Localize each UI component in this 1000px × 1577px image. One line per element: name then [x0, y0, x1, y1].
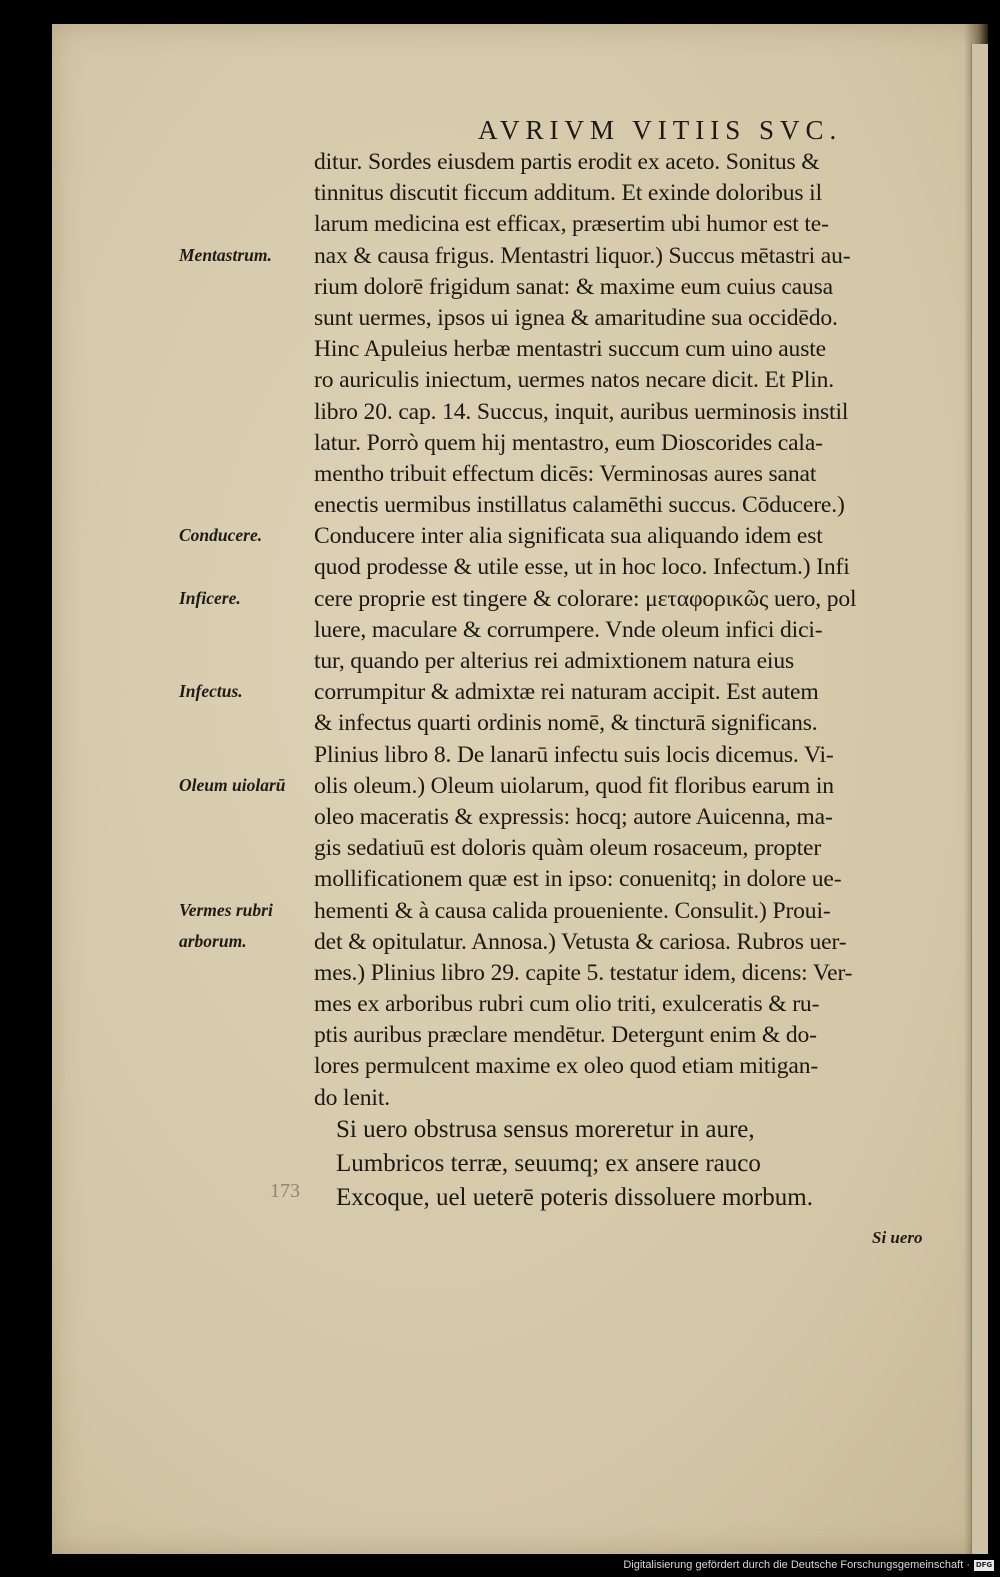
body-line: rium dolorē frigidum sanat: & maxime eum cuius causa [314, 273, 833, 300]
body-line: ditur. Sordes eiusdem partis erodit ex aceto. Sonitus & [314, 149, 820, 175]
body-line: mentho tribuit effectum dicēs: Verminosas aures sanat [314, 460, 817, 487]
margin-note: Oleum uiolarū [179, 775, 286, 795]
body-line: cere proprie est tingere & colorare: μεταφορικῶς uero, pol [314, 585, 857, 612]
body-line: oleo maceratis & expressis: hocq; autore Auicenna, ma- [314, 803, 833, 830]
body-line: mes.) Plinius libro 29. capite 5. testatur idem, dicens: Ver- [314, 959, 853, 986]
dfg-logo: DFG [975, 1561, 993, 1569]
body-line: tur, quando per alterius rei admixtionem natura eius [314, 648, 795, 674]
body-line: lores permulcent maxime ex oleo quod etiam mitigan- [314, 1053, 819, 1080]
body-line: do lenit. [314, 1084, 390, 1111]
verse-line: Lumbricos terræ, seuumq; ex ansere rauco [336, 1150, 761, 1177]
catchword: Si uero [872, 1228, 923, 1247]
margin-note: arborum. [179, 931, 247, 951]
footer-credit: Digitalisierung gefördert durch die Deutsche Forschungsgemeinschaft · [623, 1559, 970, 1571]
body-line: mes ex arboribus rubri cum olio triti, exulceratis & ru- [314, 991, 820, 1018]
verse-line: Si uero obstrusa sensus moreretur in aure, [336, 1116, 755, 1143]
body-line: olis oleum.) Oleum uiolarum, quod fit floribus earum in [314, 772, 834, 799]
body-line: det & opitulatur. Annosa.) Vetusta & cariosa. Rubros uer- [314, 928, 847, 955]
margin-note: Conducere. [179, 525, 263, 546]
body-line: larum medicina est efficax, præsertim ubi humor est te- [314, 211, 829, 238]
body-line: sunt uermes, ipsos ui ignea & amaritudine sua occidēdo. [314, 304, 838, 331]
body-line: ptis auribus præclare mendētur. Detergunt enim & do- [314, 1022, 817, 1049]
body-line: luere, maculare & corrumpere. Vnde oleum infici dici- [314, 616, 823, 643]
body-line: latur. Porrò quem hij mentastro, eum Dioscorides cala- [314, 429, 823, 456]
body-line: corrumpitur & admixtæ rei naturam accipit. Est autem [314, 679, 819, 706]
body-line: Conducere inter alia significata sua aliquando idem est [314, 523, 823, 550]
digitization-footer [0, 1554, 1000, 1577]
body-line: enectis uermibus instillatus calamēthi succus. Cōducere.) [314, 492, 845, 519]
body-line: quod prodesse & utile esse, ut in hoc loco. Infectum.) Infi [314, 554, 850, 581]
body-line: hementi & à causa calida proueniente. Consulit.) Proui- [314, 897, 831, 924]
verse-line: Excoque, uel ueterē poteris dissoluere morbum. [336, 1184, 813, 1211]
body-line: mollificationem quæ est in ipso: conuenitq; in dolore ue- [314, 866, 842, 893]
margin-note: Vermes rubri [179, 899, 273, 920]
body-line: tinnitus discutit ficcum additum. Et exinde doloribus il [314, 180, 822, 207]
margin-note: Inficere. [179, 587, 241, 608]
folio-pencil-note: 173 [270, 1180, 300, 1202]
body-line: nax & causa frigus. Mentastri liquor.) Succus mētastri au- [314, 242, 851, 269]
body-line: & infectus quarti ordinis nomē, & tincturā significans. [314, 710, 818, 737]
body-line: ro auriculis iniectum, uermes natos necare dicit. Et Plin. [314, 367, 835, 394]
body-line: gis sedatiuū est doloris quàm oleum rosaceum, propter [314, 835, 822, 862]
body-line: Hinc Apuleius herbæ mentastri succum cum uino auste [314, 336, 826, 363]
margin-note: Mentastrum. [179, 244, 272, 265]
verse-block [336, 1113, 813, 1215]
margin-note: Infectus. [179, 681, 243, 702]
page-edge-strip [971, 44, 988, 1564]
body-text [314, 147, 856, 1114]
body-line: libro 20. cap. 14. Succus, inquit, auribus uerminosis instil [314, 398, 849, 425]
body-line: Plinius libro 8. De lanarū infectu suis locis dicemus. Vi- [314, 741, 834, 768]
running-head: AVRIVM VITIIS SVC. [478, 115, 843, 145]
